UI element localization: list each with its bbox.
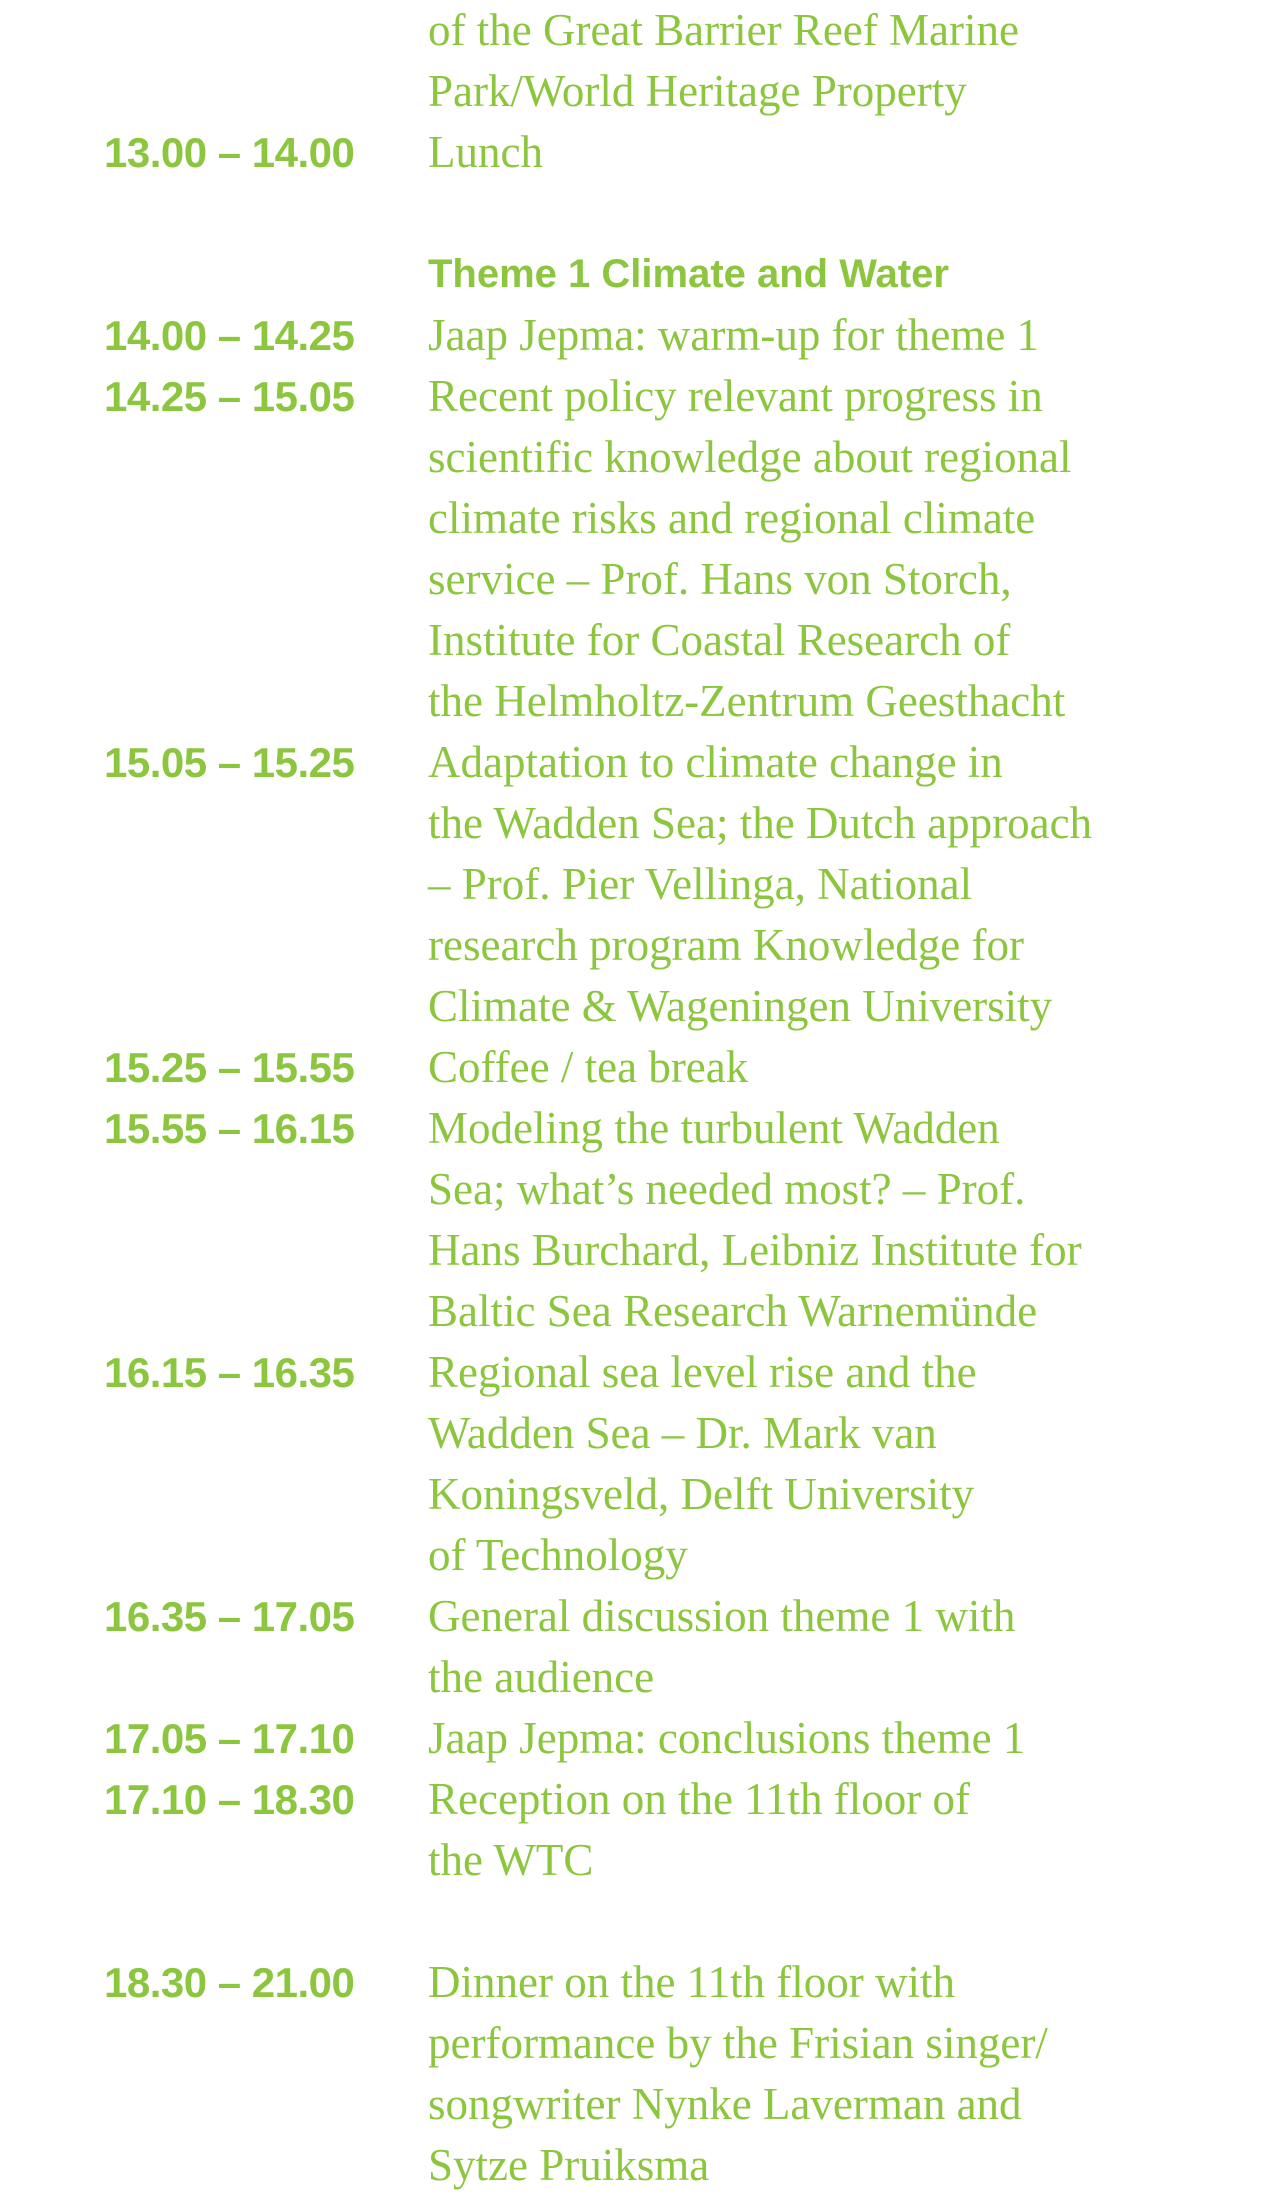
item-description <box>428 1037 1268 1098</box>
item-description <box>428 366 1268 732</box>
description-line: Modeling the turbulent Wadden <box>428 1103 1000 1153</box>
description-line: Hans Burchard, Leibniz Institute for <box>428 1225 1082 1275</box>
description-line: Adaptation to climate change in <box>428 737 1003 787</box>
item-description <box>428 1586 1268 1708</box>
description-line: the Helmholtz-Zentrum Geesthacht <box>428 676 1066 726</box>
item-description <box>428 1769 1268 1891</box>
description-line: Reception on the 11th floor of <box>428 1774 970 1824</box>
item-description <box>428 1952 1268 2196</box>
time-slot: 16.35 – 17.05 <box>104 1593 355 1640</box>
time-slot: 14.25 – 15.05 <box>104 373 355 420</box>
time-slot: 17.05 – 17.10 <box>104 1715 355 1762</box>
item-description <box>428 305 1268 366</box>
item-description <box>428 1098 1268 1342</box>
description-line: Institute for Coastal Research of <box>428 615 1011 665</box>
description-line: performance by the Frisian singer/ <box>428 2018 1048 2068</box>
description-line: Koningsveld, Delft University <box>428 1469 975 1519</box>
time-slot: 13.00 – 14.00 <box>104 129 355 176</box>
item-description <box>428 122 1268 183</box>
description-line: – Prof. Pier Vellinga, National <box>428 859 973 909</box>
time-slot: 17.10 – 18.30 <box>104 1776 355 1823</box>
description-line: Recent policy relevant progress in <box>428 371 1043 421</box>
description-line: service – Prof. Hans von Storch, <box>428 554 1012 604</box>
description-line: Dinner on the 11th floor with <box>428 1957 955 2007</box>
description-line: General discussion theme 1 with <box>428 1591 1016 1641</box>
description-line: Coffee / tea break <box>428 1042 749 1092</box>
item-description <box>428 1708 1268 1769</box>
time-slot: 16.15 – 16.35 <box>104 1349 355 1396</box>
description-line: Jaap Jepma: conclusions theme 1 <box>428 1713 1026 1763</box>
item-description <box>428 1342 1268 1586</box>
item-description <box>428 732 1268 1037</box>
description-line: the WTC <box>428 1835 594 1885</box>
description-line: Wadden Sea – Dr. Mark van <box>428 1408 937 1458</box>
description-line: songwriter Nynke Laverman and <box>428 2079 1022 2129</box>
description-line: Lunch <box>428 127 543 177</box>
description-line: Regional sea level rise and the <box>428 1347 977 1397</box>
time-slot: 14.00 – 14.25 <box>104 312 355 359</box>
description-line: research program Knowledge for <box>428 920 1024 970</box>
description-line: the audience <box>428 1652 655 1702</box>
description-line: scientific knowledge about regional <box>428 432 1072 482</box>
description-line: of Technology <box>428 1530 688 1580</box>
description-line: climate risks and regional climate <box>428 493 1036 543</box>
description-line: the Wadden Sea; the Dutch approach <box>428 798 1093 848</box>
description-line: of the Great Barrier Reef Marine <box>428 5 1019 55</box>
description-line: Baltic Sea Research Warnemünde <box>428 1286 1038 1336</box>
description-line: Climate & Wageningen University <box>428 981 1053 1031</box>
description-line: Park/World Heritage Property <box>428 66 967 116</box>
intro-description <box>428 0 1268 122</box>
time-slot: 15.05 – 15.25 <box>104 739 355 786</box>
time-slot: 15.25 – 15.55 <box>104 1044 355 1091</box>
theme-heading: Theme 1 Climate and Water <box>428 252 949 296</box>
description-line: Sea; what’s needed most? – Prof. <box>428 1164 1026 1214</box>
time-slot: 15.55 – 16.15 <box>104 1105 355 1152</box>
description-line: Sytze Pruiksma <box>428 2140 710 2190</box>
time-slot: 18.30 – 21.00 <box>104 1959 355 2006</box>
description-line: Jaap Jepma: warm-up for theme 1 <box>428 310 1040 360</box>
